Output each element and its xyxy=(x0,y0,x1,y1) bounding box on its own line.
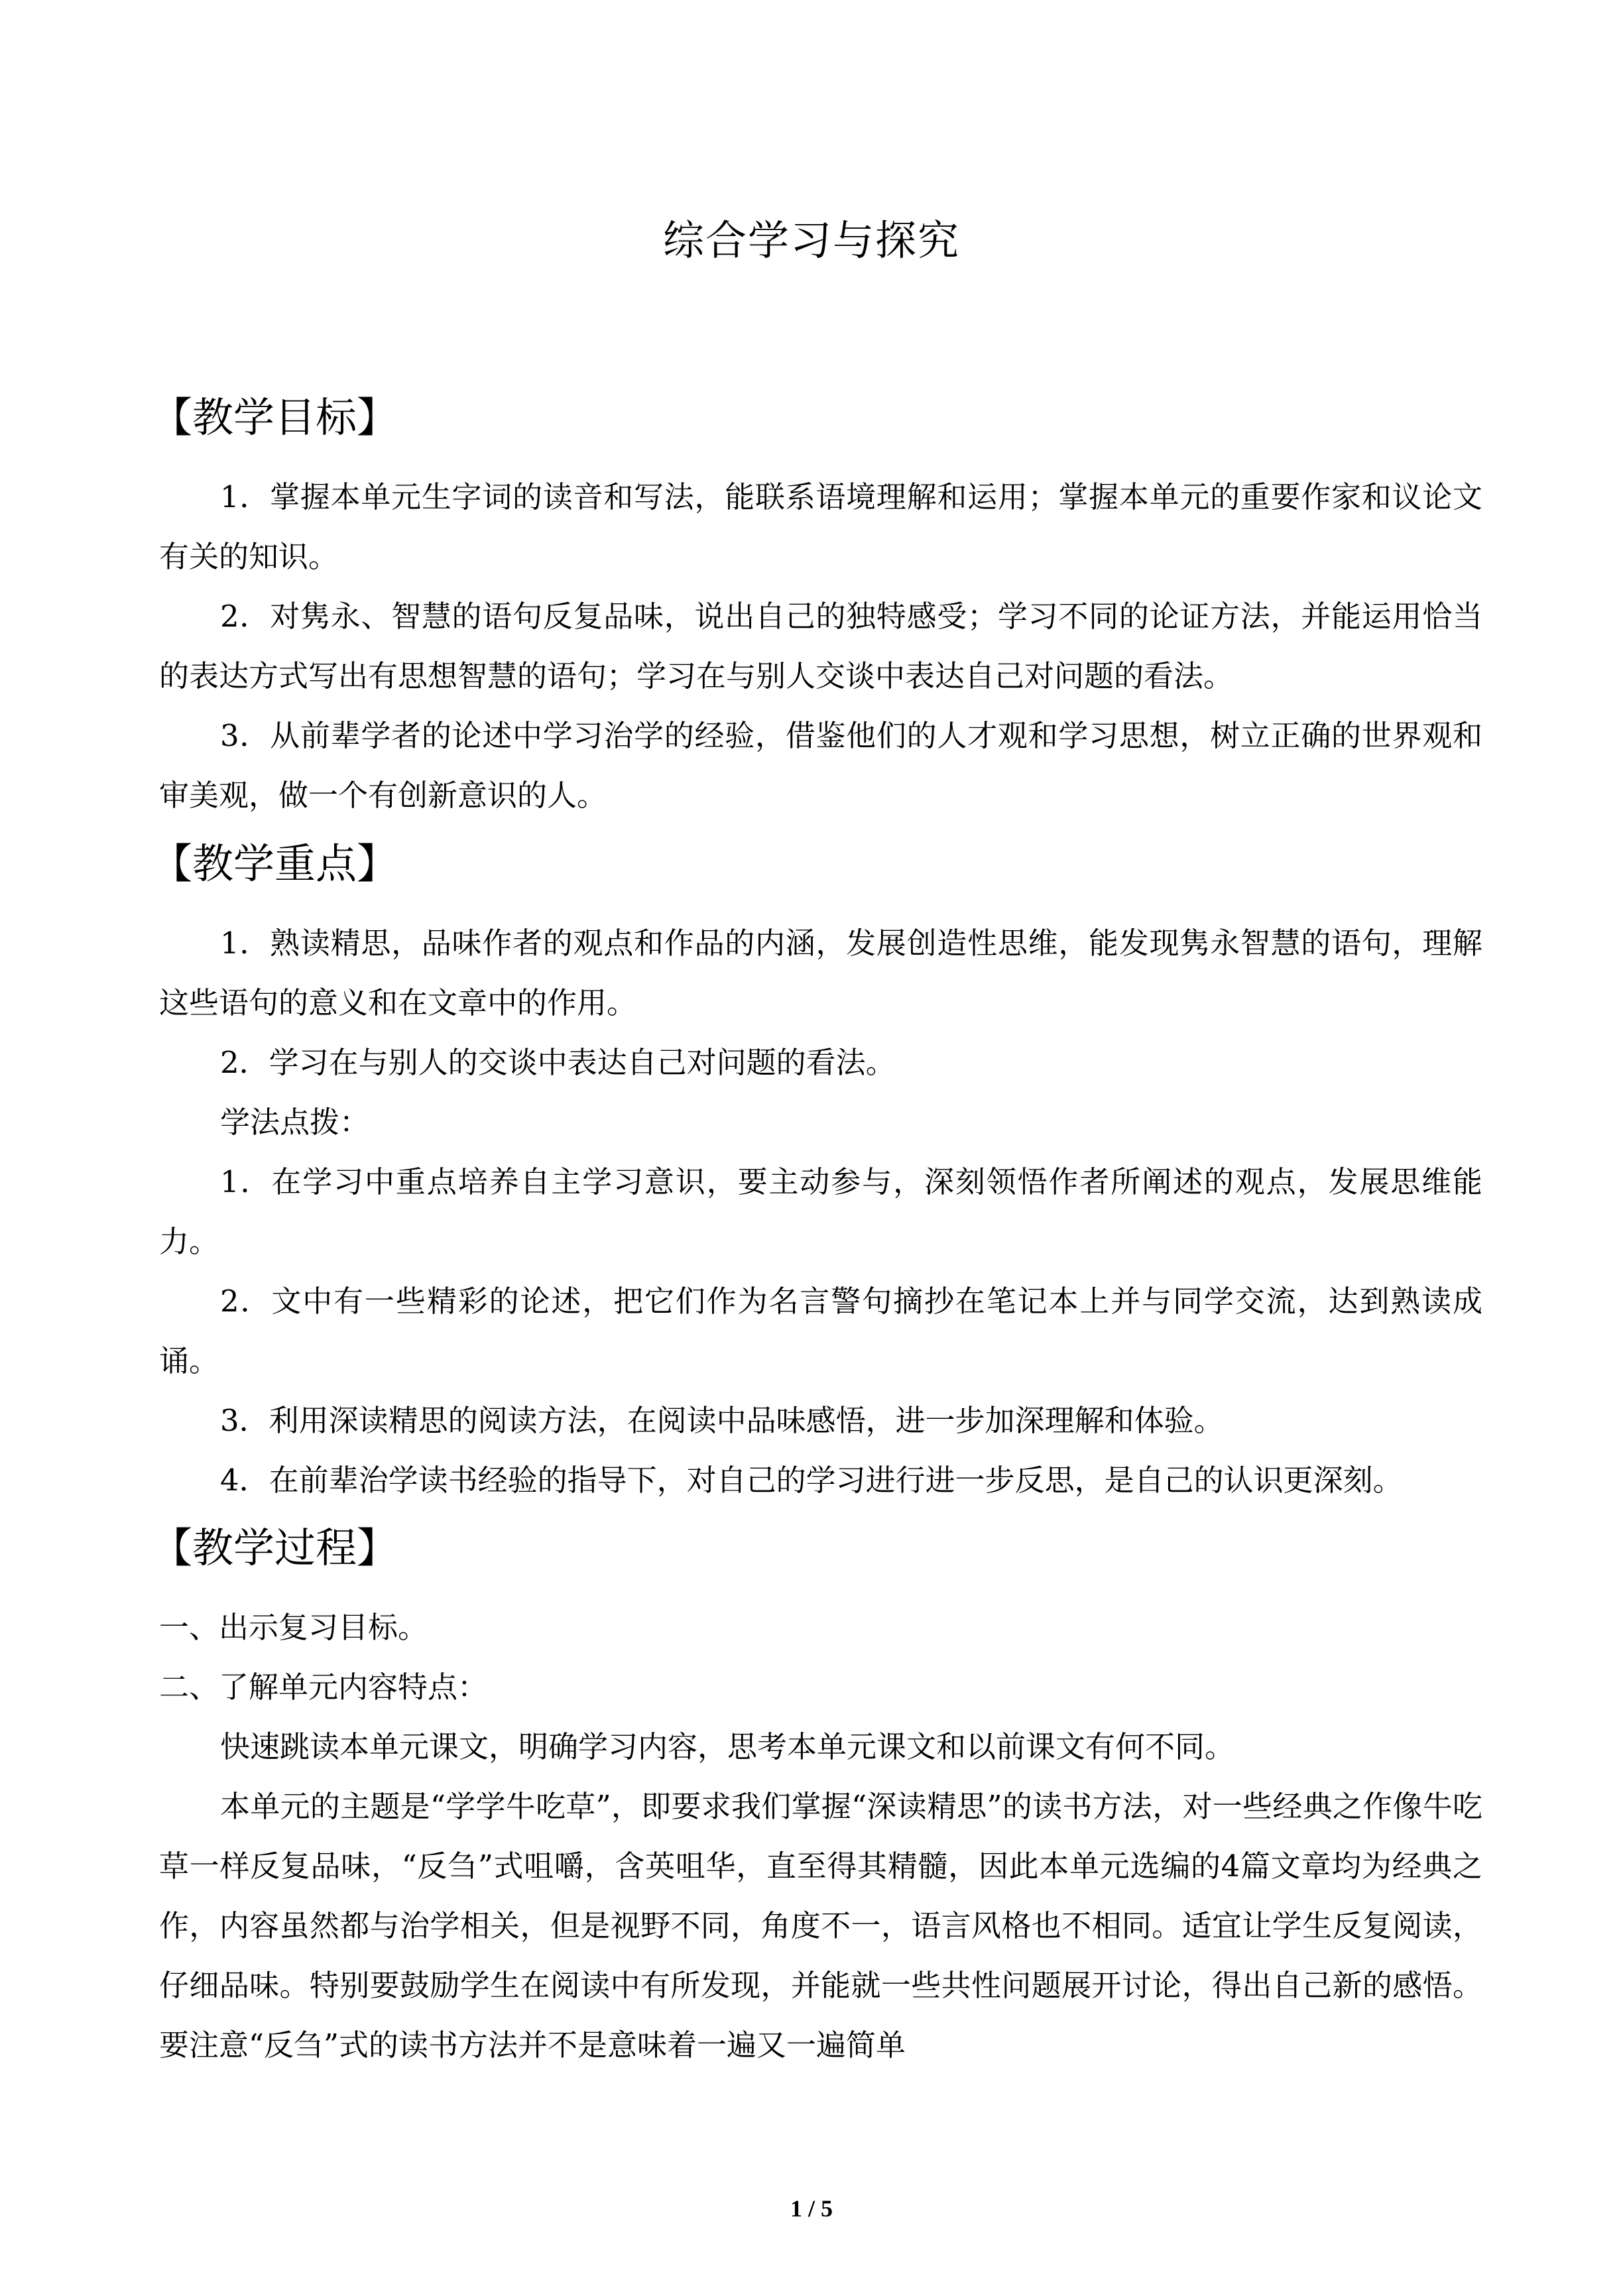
key-paragraph-5: 2．文中有一些精彩的论述，把它们作为名言警句摘抄在笔记本上并与同学交流，达到熟读成诵。 xyxy=(159,1284,1482,1378)
process-paragraph-3: 快速跳读本单元课文，明确学习内容，思考本单元课文和以前课文有何不同。 xyxy=(220,1729,1235,1764)
goals-paragraph-2: 2．对隽永、智慧的语句反复品味，说出自己的独特感受；学习不同的论证方法，并能运用恰当的表达方式写出有思想智慧的语句；学习在与别人交谈中表达自己对问题的看法。 xyxy=(159,599,1482,694)
page-title: 综合学习与探究 xyxy=(662,216,960,265)
goals-paragraph-3: 3．从前辈学者的论述中学习治学的经验，借鉴他们的人才观和学习思想，树立正确的世界观和审美观，做一个有创新意识的人。 xyxy=(159,718,1482,813)
key-paragraph-method-label: 学法点拨： xyxy=(220,1105,370,1140)
key-paragraph-1: 1．熟读精思，品味作者的观点和作品的内涵，发展创造性思维，能发现隽永智慧的语句，理解这些语句的意义和在文章中的作用。 xyxy=(159,926,1482,1020)
process-item-2: 二、了解单元内容特点： xyxy=(159,1669,488,1705)
section-heading-goals: 【教学目标】 xyxy=(151,393,398,442)
key-paragraph-6: 3．利用深读精思的阅读方法，在阅读中品味感悟，进一步加深理解和体验。 xyxy=(220,1403,1224,1438)
process-item-1: 一、出示复习目标。 xyxy=(159,1610,428,1645)
key-paragraph-2: 2．学习在与别人的交谈中表达自己对问题的看法。 xyxy=(220,1045,896,1080)
process-paragraph-4: 本单元的主题是“学学牛吃草”，即要求我们掌握“深读精思”的读书方法，对一些经典之作像牛吃草一样反复品味，“反刍”式咀嚼，含英咀华，直至得其精髓，因此本单元选编的4篇文章均为经典之作，内容虽然都与治学相关，但是视野不同，角度不一，语言风格也不相同。适宜让学生反复阅读，仔细品味。特别要鼓励学生在阅读中有所发现，并能就一些共性问题展开讨论，得出自己新的感悟。要注意“反刍”式的读书方法并不是意味着一遍又一遍简单 xyxy=(159,1789,1482,2063)
goals-paragraph-1: 1．掌握本单元生字词的读音和写法，能联系语境理解和运用；掌握本单元的重要作家和议论文有关的知识。 xyxy=(159,479,1482,574)
section-heading-key: 【教学重点】 xyxy=(151,839,398,888)
key-paragraph-4: 1．在学习中重点培养自主学习意识，要主动参与，深刻领悟作者所阐述的观点，发展思维能力。 xyxy=(159,1164,1482,1259)
page-number: 1 / 5 xyxy=(790,2195,833,2222)
key-paragraph-7: 4．在前辈治学读书经验的指导下，对自己的学习进行进一步反思，是自己的认识更深刻。 xyxy=(220,1463,1403,1498)
section-heading-process: 【教学过程】 xyxy=(151,1524,398,1572)
